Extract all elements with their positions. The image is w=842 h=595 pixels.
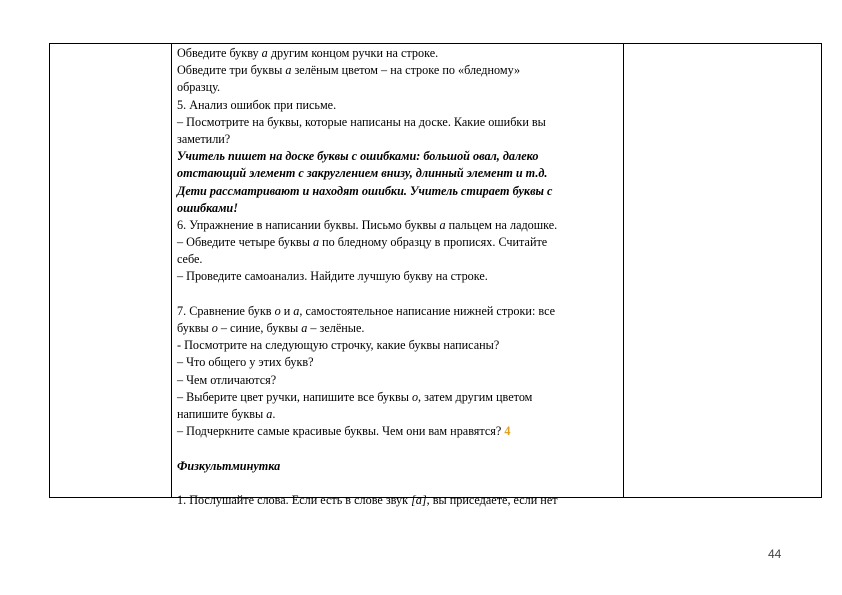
blank-line — [177, 475, 619, 492]
column-divider-left — [171, 44, 172, 497]
section-heading: 6. Упражнение в написании буквы. Письмо буквы а пальцем на ладошке. — [177, 217, 558, 232]
teacher-note: Учитель пишет на доске буквы с ошибками: большой овал, далеко — [177, 149, 539, 164]
text-line: заметили? — [177, 131, 231, 146]
text-line: - Посмотрите на следующую строчку, какие буквы написаны? — [177, 338, 500, 353]
blank-line — [177, 440, 619, 457]
teacher-note: ошибками! — [177, 200, 238, 215]
lesson-table — [49, 43, 822, 507]
text-line: – Посмотрите на буквы, которые написаны на доске. Какие ошибки вы — [177, 114, 546, 129]
text-line: буквы о – синие, буквы а – зелёные. — [177, 321, 365, 335]
text-line: – Проведите самоанализ. Найдите лучшую букву на строке. — [177, 269, 488, 284]
teacher-note: отстающий элемент с закруглением внизу, длинный элемент и т.д. — [177, 166, 548, 181]
text-line: – Что общего у этих букв? — [177, 355, 314, 370]
teacher-note: Дети рассматривают и находят ошибки. Учитель стирает буквы с — [177, 183, 553, 198]
text-line: Обведите три буквы а зелёным цветом – на строке по «бледному» — [177, 63, 521, 78]
section-heading: 7. Сравнение букв о и а, самостоятельное написание нижней строки: все — [177, 303, 556, 318]
text-line: – Чем отличаются? — [177, 372, 277, 387]
page-number: 44 — [768, 547, 782, 561]
section-heading: 5. Анализ ошибок при письме. — [177, 97, 337, 112]
text-line: 1. Послушайте слова. Если есть в слове звук [а], вы приседаете, если нет — [177, 492, 558, 507]
text-line: Обведите букву а другим концом ручки на строке. — [177, 46, 439, 60]
column-divider-right — [623, 44, 624, 497]
section-title-physminute: Физкультминутка — [177, 458, 281, 473]
text-line: образцу. — [177, 80, 221, 95]
text-line: – Подчеркните самые красивые буквы. Чем они вам нравятся? 4 — [177, 424, 511, 439]
text-line: себе. — [177, 252, 203, 267]
text-line: напишите буквы а. — [177, 406, 276, 421]
lesson-content-cell — [177, 45, 619, 509]
blank-line — [177, 286, 619, 303]
text-line: – Выберите цвет ручки, напишите все буквы о, затем другим цветом — [177, 389, 533, 404]
text-line: – Обведите четыре буквы а по бледному образцу в прописях. Считайте — [177, 235, 548, 250]
slide-number-marker: 4 — [504, 424, 511, 439]
